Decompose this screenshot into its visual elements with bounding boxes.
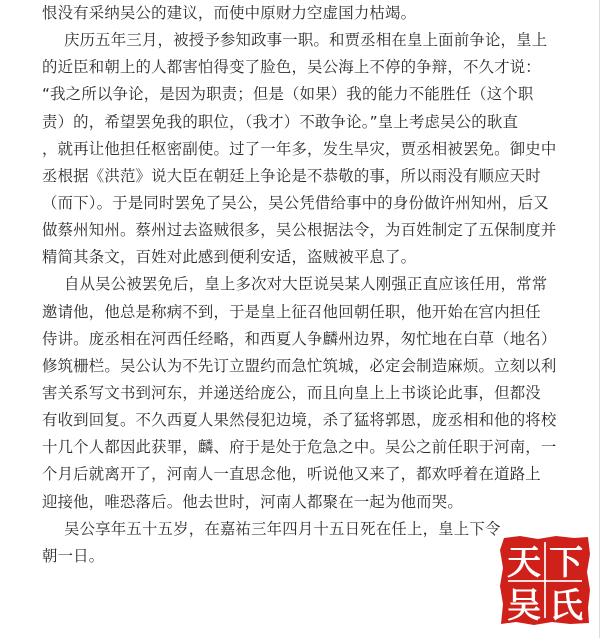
text-line: 有收到回复。不久西夏人果然侵犯边境，杀了猛将郭恩，庞丞相和他的将校 bbox=[42, 411, 557, 430]
text-line: 恨没有采纳吴公的建议，而使中原财力空虚国力枯竭。 bbox=[42, 4, 417, 22]
seal-char-wu: 吴 bbox=[507, 586, 541, 626]
text-line: 个月后就离开了，河南人一直思念他，听说他又来了，都欢呼着在道路上 bbox=[42, 465, 541, 484]
text-line: 修筑栅栏。吴公认为不先订立盟约而急忙筑城，必定会制造麻烦。立刻以利 bbox=[42, 356, 557, 375]
seal-stamp bbox=[498, 534, 592, 626]
text-line: 的近臣和朝上的人都害怕得变了脸色，吴公海上不停的争辩，不久才说： bbox=[42, 58, 541, 77]
seal-char-xia: 下 bbox=[549, 543, 583, 583]
text-line: 害关系写文书到河东，并递送给庞公，而且向皇上上书谈论此事，但都没 bbox=[42, 383, 541, 402]
text-line: 迎接他，唯恐落后。他去世时，河南人都聚在一起为他而哭。 bbox=[42, 492, 463, 511]
seal-graphic bbox=[498, 534, 592, 626]
text-line: 做蔡州知州。蔡州过去盗贼很多，吴公根据法令，为百姓制定了五保制度并 bbox=[42, 221, 557, 240]
text-line: 侍讲。庞丞相在河西任经略，和西夏人争麟州边界，匆忙地在白草（地名） bbox=[42, 329, 557, 348]
text-line: 朝一日。 bbox=[42, 546, 105, 565]
text-line: 邀请他，他总是称病不到，于是皇上征召他回朝任职，他开始在宫内担任 bbox=[42, 302, 541, 321]
text-line: 十几个人都因此获罪，麟、府于是处于危急之中。吴公之前任职于河南，一 bbox=[42, 438, 557, 457]
text-line: 庆历五年三月，被授予参知政事一职。和贾丞相在皇上面前争论，皇上 bbox=[64, 31, 548, 50]
text-line: 吴公享年五十五岁，在嘉祐三年四月十五日死在任上，皇上下令 bbox=[64, 519, 501, 538]
text-line: （而下）。于是同时罢免了吴公，吴公凭借给事中的身份做许州知州，后又 bbox=[42, 193, 549, 212]
text-line: 丞根据《洪范》说大臣在朝廷上争论是不恭敬的事，所以雨没有顺应天时 bbox=[42, 166, 541, 185]
document-body bbox=[42, 0, 558, 570]
text-line: “我之所以争论，是因为职责；但是（如果）我的能力不能胜任（这个职 bbox=[42, 85, 534, 104]
text-line: 自从吴公被罢免后，皇上多次对大臣说吴某人刚强正直应该任用，常常 bbox=[64, 275, 548, 294]
text-line: ，就再让他担任枢密副使。过了一年多，发生旱灾，贾丞相被罢免。御史中 bbox=[42, 139, 557, 158]
text-line: 责）的，希望罢免我的职位，（我才）不敢争论。”皇上考虑吴公的耿直 bbox=[42, 112, 519, 131]
text-line: 精简其条文，百姓对此感到便利安适，盗贼被平息了。 bbox=[42, 248, 417, 267]
seal-char-tian: 天 bbox=[507, 543, 541, 583]
seal-char-shi: 氏 bbox=[549, 586, 583, 626]
